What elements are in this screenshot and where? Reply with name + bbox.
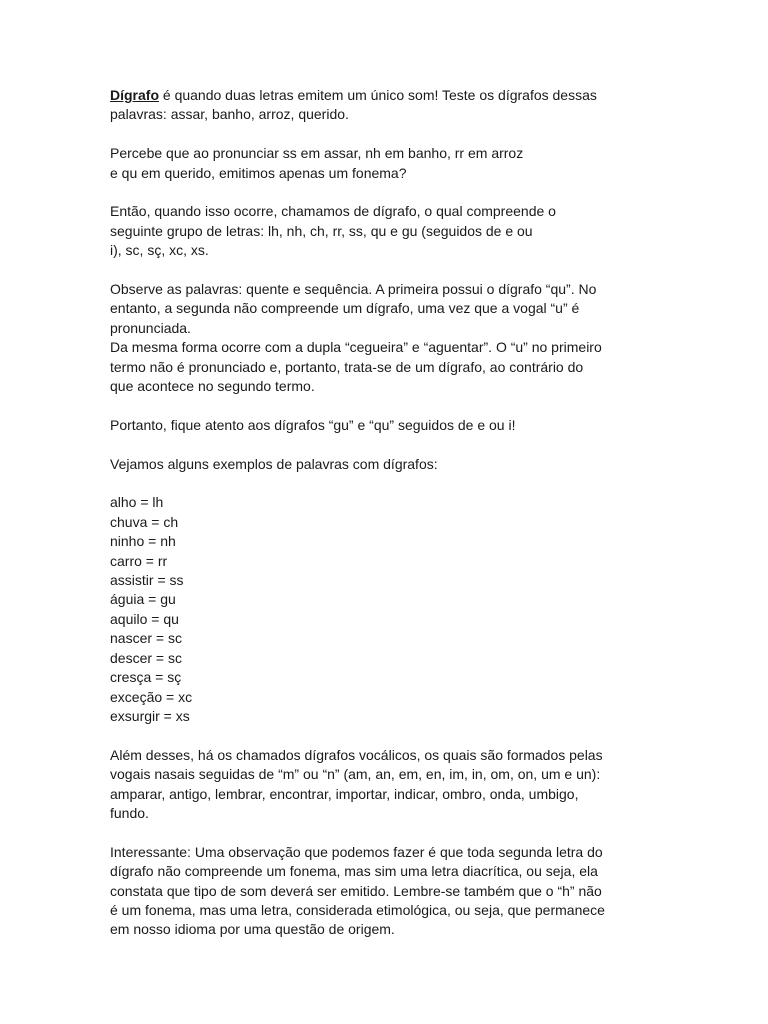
list-item: aquilo = qu [110,610,179,627]
examples-list [110,493,670,726]
p7-line-3: amparar, antigo, lembrar, encontrar, importar, indicar, ombro, onda, umbigo, [110,785,579,802]
p8-line-4: é um fonema, mas uma letra, considerada etimológica, ou seja, que permanece [110,901,605,918]
document-page [110,86,670,959]
paragraph-6 [110,455,670,474]
p5-line-1: Portanto, fique atento aos dígrafos “gu” e “qu” seguidos de e ou i! [110,416,516,433]
p4-line-1: Observe as palavras: quente e sequência. A primeira possui o dígrafo “qu”. No [110,281,597,298]
paragraph-3 [110,202,670,260]
p7-line-2: vogais nasais seguidas de “m” ou “n” (am, an, em, en, im, in, om, on, um e un): [110,766,601,783]
list-item: nascer = sc [110,630,182,647]
list-item: águia = gu [110,591,176,608]
p4-line-5: termo não é pronunciado e, portanto, trata-se de um dígrafo, ao contrário do [110,358,584,375]
list-item: assistir = ss [110,572,184,589]
p6-line-1: Vejamos alguns exemplos de palavras com dígrafos: [110,455,438,472]
p3-line-3: i), sc, sç, xc, xs. [110,242,209,259]
p3-line-1: Então, quando isso ocorre, chamamos de dígrafo, o qual compreende o [110,203,556,220]
intro-line-1 [110,86,670,105]
p8-line-2: dígrafo não compreende um fonema, mas sim uma letra diacrítica, ou seja, ela [110,863,598,880]
p3-line-2: seguinte grupo de letras: lh, nh, ch, rr, ss, qu e gu (seguidos de e ou [110,222,533,239]
p4-line-3: pronunciada. [110,319,191,336]
p8-line-3: constata que tipo de som deverá ser emitido. Lembre-se também que o “h” não [110,882,602,899]
p4-line-2: entanto, a segunda não compreende um dígrafo, uma vez que a vogal “u” é [110,300,580,317]
p2-line-2: e qu em querido, emitimos apenas um fonema? [110,164,407,181]
list-item: exceção = xc [110,688,193,705]
intro-line-1-text: é quando duas letras emitem um único som! Teste os dígrafos dessas [159,87,597,103]
p7-line-4: fundo. [110,804,149,821]
list-item: alho = lh [110,494,164,511]
paragraph-4 [110,280,670,396]
list-item: ninho = nh [110,533,176,550]
paragraph-8 [110,843,670,940]
list-item: exsurgir = xs [110,707,190,724]
list-item: carro = rr [110,552,168,569]
p4-line-4: Da mesma forma ocorre com a dupla “cegueira” e “aguentar”. O “u” no primeiro [110,339,602,356]
intro-line-2: palavras: assar, banho, arroz, querido. [110,106,349,123]
p8-line-1: Interessante: Uma observação que podemos fazer é que toda segunda letra do [110,843,603,860]
list-item: descer = sc [110,649,182,666]
p7-line-1: Além desses, há os chamados dígrafos vocálicos, os quais são formados pelas [110,746,603,763]
p2-line-1: Percebe que ao pronunciar ss em assar, nh em banho, rr em arroz [110,145,524,162]
list-item: chuva = ch [110,513,179,530]
paragraph-5 [110,416,670,435]
p8-line-5: em nosso idioma por uma questão de origem. [110,921,395,938]
intro-paragraph [110,86,670,125]
term-digrafo: Dígrafo [110,87,159,103]
paragraph-2 [110,144,670,183]
p4-line-6: que acontece no segundo termo. [110,378,315,395]
paragraph-7 [110,746,670,824]
list-item: cresça = sç [110,669,182,686]
